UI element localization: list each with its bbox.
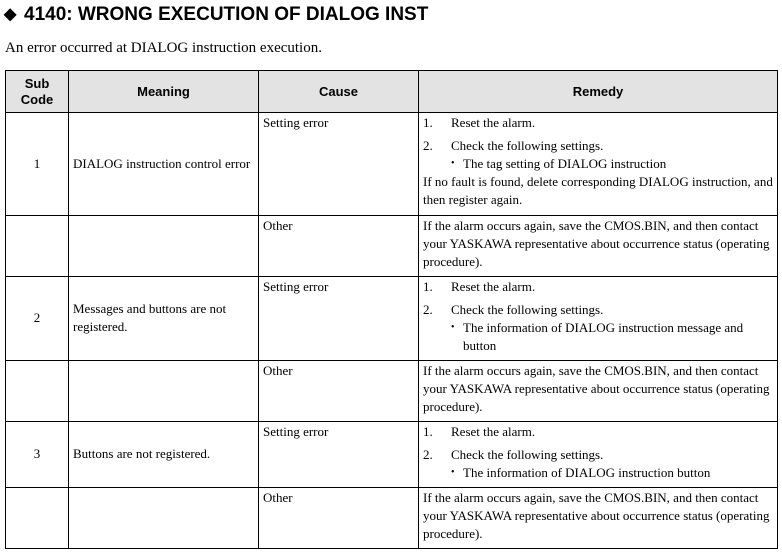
cause-cell: Setting error — [259, 277, 419, 361]
cause-cell: Other — [259, 361, 419, 422]
subcode-cell — [6, 216, 69, 277]
column-header-meaning: Meaning — [69, 71, 259, 113]
cause-cell: Setting error — [259, 113, 419, 216]
step-number: 1. — [423, 424, 433, 439]
column-header-cause: Cause — [259, 71, 419, 113]
table-header-row — [6, 71, 778, 113]
step-text: Reset the alarm. — [451, 424, 536, 439]
meaning-cell: Buttons are not registered. — [69, 422, 259, 488]
subcode-cell: 2 — [6, 277, 69, 361]
meaning-cell: DIALOG instruction control error — [69, 113, 259, 216]
remedy-bullet — [423, 464, 773, 482]
cause-cell: Other — [259, 216, 419, 277]
subcode-cell — [6, 488, 69, 549]
table-row — [6, 277, 778, 361]
bullet-icon: • — [451, 467, 455, 478]
step-text: Check the following settings. — [451, 302, 604, 317]
remedy-bullet — [423, 319, 773, 355]
alarm-table — [5, 70, 778, 549]
bullet-icon: • — [451, 322, 455, 333]
bullet-text: The information of DIALOG instruction message and button — [463, 320, 744, 353]
cause-cell: Other — [259, 488, 419, 549]
step-text: Check the following settings. — [451, 138, 604, 153]
diamond-bullet-icon: ◆ — [4, 6, 17, 23]
subcode-cell: 3 — [6, 422, 69, 488]
remedy-cell — [419, 277, 778, 361]
step-text: Reset the alarm. — [451, 115, 536, 130]
step-number: 1. — [423, 115, 433, 130]
remedy-cell — [419, 113, 778, 216]
column-header-subcode: Sub Code — [6, 71, 69, 113]
remedy-cell: If the alarm occurs again, save the CMOS.BIN, and then contact your YASKAWA representative about occurrence status (operating procedure). — [419, 361, 778, 422]
remedy-step — [423, 278, 773, 296]
bullet-text: The information of DIALOG instruction button — [463, 465, 711, 480]
remedy-step — [423, 423, 773, 441]
table-row — [6, 113, 778, 216]
step-text: Reset the alarm. — [451, 279, 536, 294]
meaning-cell: Messages and buttons are not registered. — [69, 277, 259, 361]
meaning-cell — [69, 488, 259, 549]
step-number: 2. — [423, 138, 433, 153]
remedy-note: If no fault is found, delete corresponding DIALOG instruction, and then register again. — [423, 174, 773, 207]
remedy-cell: If the alarm occurs again, save the CMOS.BIN, and then contact your YASKAWA representative about occurrence status (operating procedure). — [419, 216, 778, 277]
remedy-step — [423, 137, 773, 155]
column-header-remedy: Remedy — [419, 71, 778, 113]
remedy-cell: If the alarm occurs again, save the CMOS.BIN, and then contact your YASKAWA representative about occurrence status (operating procedure). — [419, 488, 778, 549]
table-row — [6, 422, 778, 488]
alarm-heading — [4, 3, 428, 27]
cause-cell: Setting error — [259, 422, 419, 488]
subcode-cell — [6, 361, 69, 422]
step-number: 2. — [423, 447, 433, 462]
step-text: Check the following settings. — [451, 447, 604, 462]
table-row — [6, 216, 778, 277]
step-number: 2. — [423, 302, 433, 317]
table-row — [6, 361, 778, 422]
remedy-step — [423, 114, 773, 132]
meaning-cell — [69, 216, 259, 277]
remedy-cell — [419, 422, 778, 488]
bullet-text: The tag setting of DIALOG instruction — [463, 156, 667, 171]
table-row — [6, 488, 778, 549]
alarm-description: An error occurred at DIALOG instruction execution. — [5, 40, 322, 56]
subcode-cell: 1 — [6, 113, 69, 216]
remedy-bullet — [423, 155, 773, 173]
remedy-step — [423, 301, 773, 319]
meaning-cell — [69, 361, 259, 422]
bullet-icon: • — [451, 158, 455, 169]
alarm-title: 4140: WRONG EXECUTION OF DIALOG INST — [24, 4, 429, 25]
remedy-step — [423, 446, 773, 464]
step-number: 1. — [423, 279, 433, 294]
